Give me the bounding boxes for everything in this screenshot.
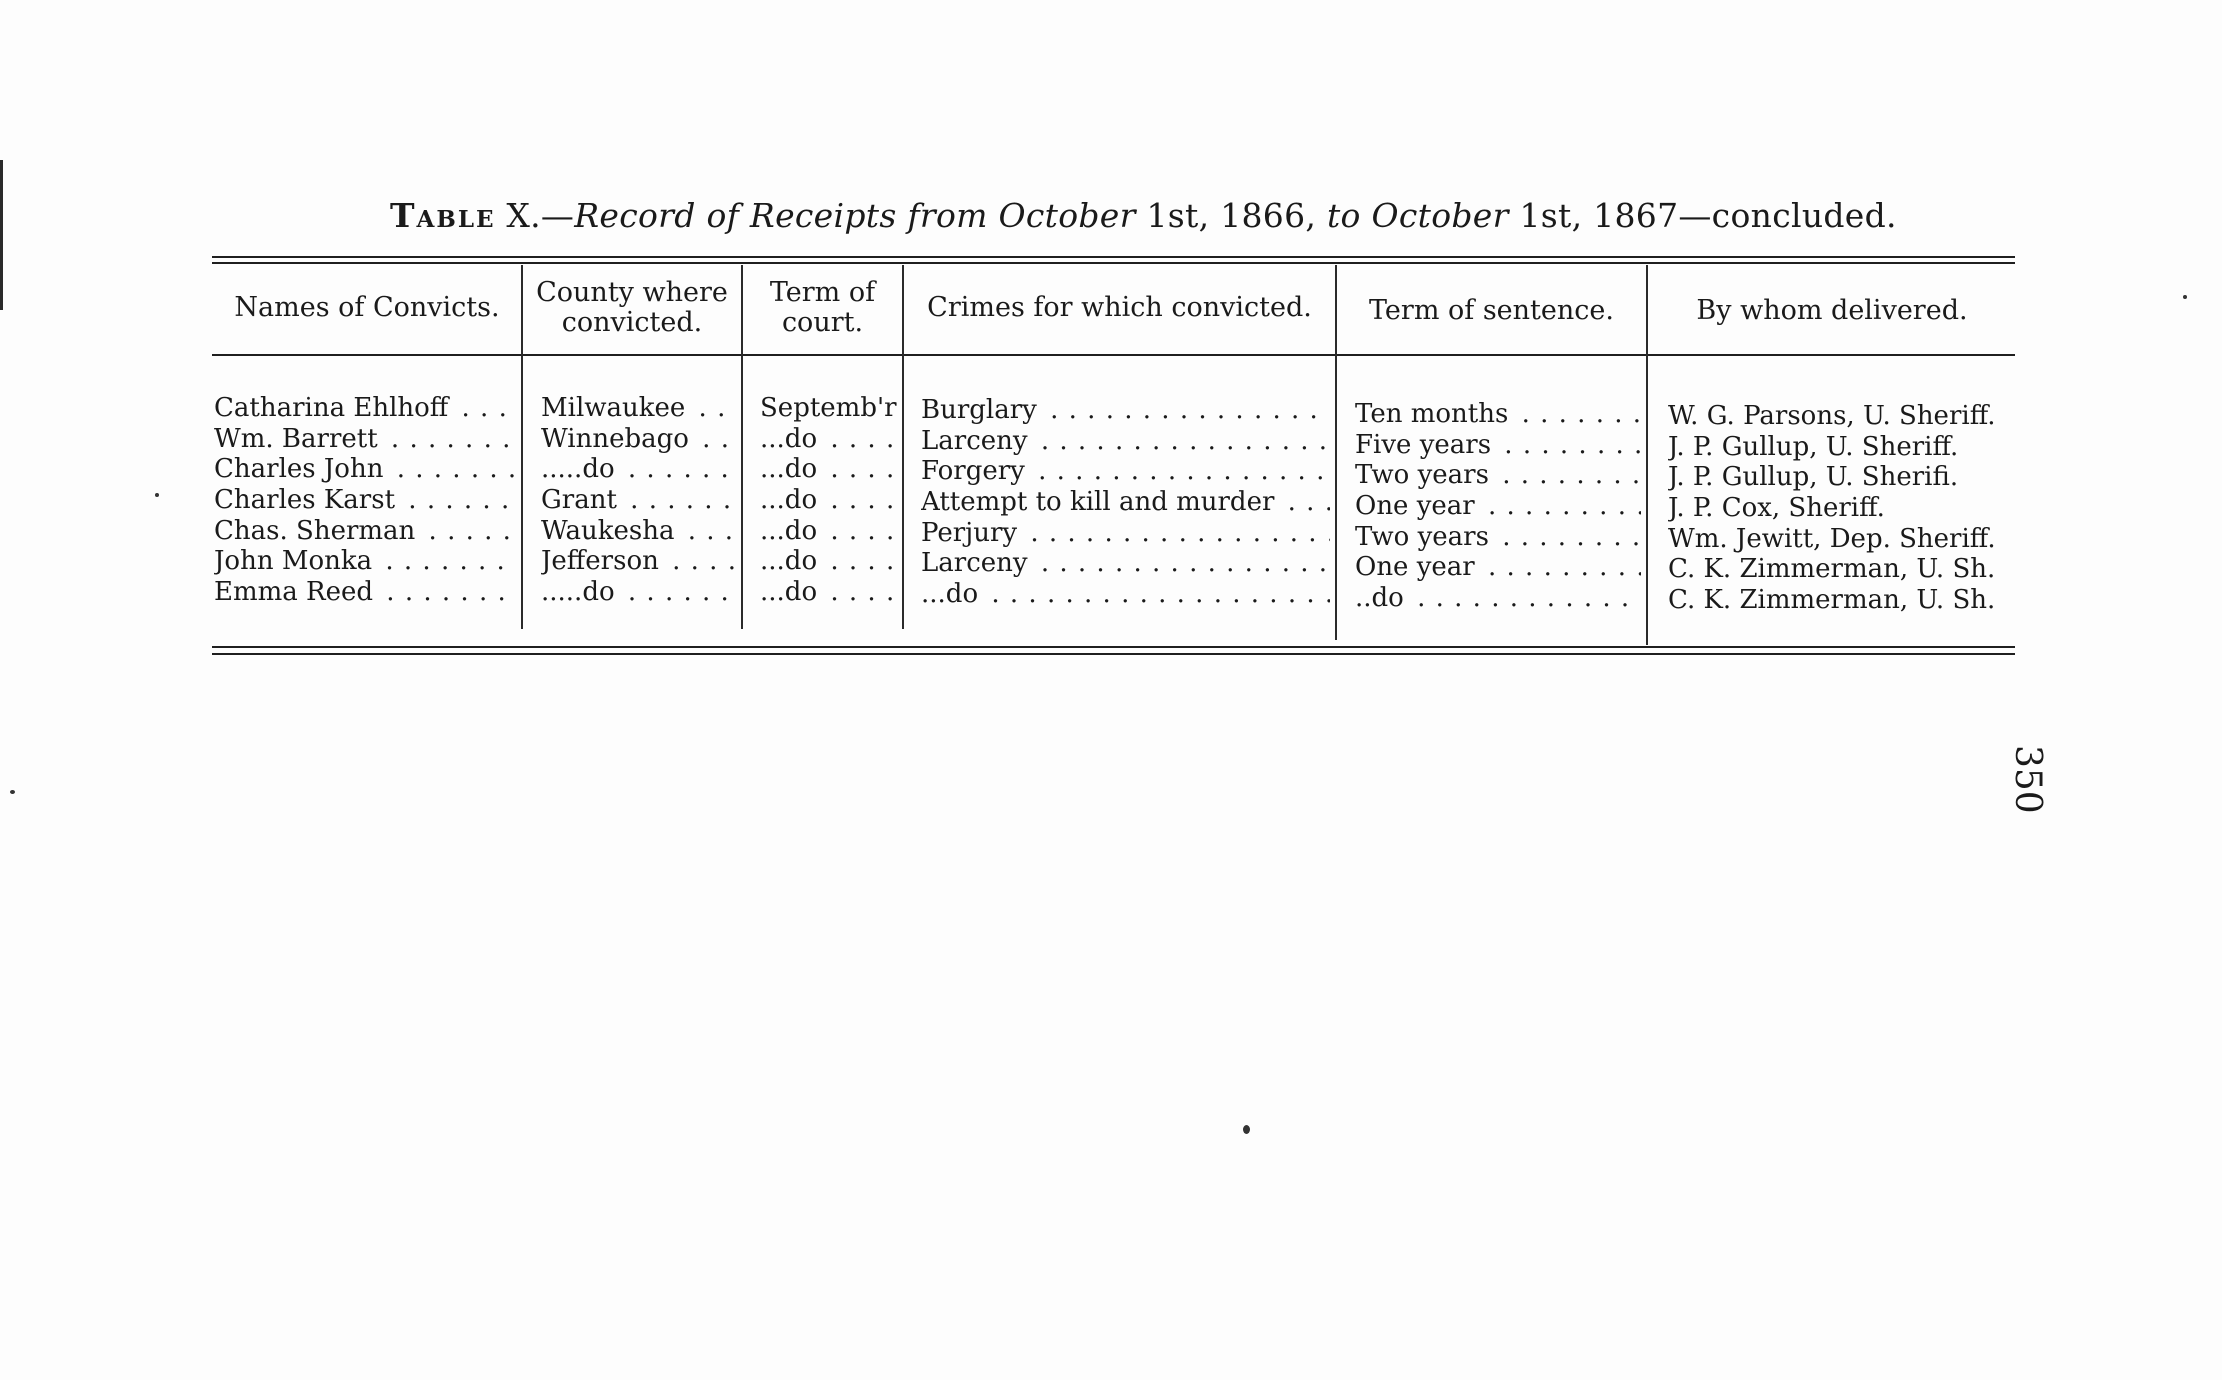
- cell-delivered-text: J. P. Gullup, U. Sherifi.: [1668, 462, 1962, 492]
- cell-term: [760, 516, 900, 547]
- cell-county-text: .....do: [541, 454, 619, 484]
- cell-crime: [921, 548, 1330, 579]
- table-top-rule-2: [212, 262, 2015, 264]
- title-part5: October: [1371, 196, 1509, 235]
- table-title: [390, 196, 1897, 235]
- cell-term-text: ...do: [760, 454, 821, 484]
- title-table-number: X.—: [506, 196, 575, 235]
- cell-county: [541, 485, 737, 516]
- cell-delivered: [1668, 432, 2013, 463]
- cell-term-text: ...do: [760, 424, 821, 454]
- table-bottom-rule-2: [212, 653, 2015, 655]
- cell-crime-text: Attempt to kill and murder: [921, 487, 1278, 517]
- cell-crime: [921, 579, 1330, 610]
- cell-county: [541, 454, 737, 485]
- cell-delivered: [1668, 462, 2013, 493]
- cell-term: [760, 546, 900, 577]
- cell-term-text: ...do: [760, 485, 821, 515]
- header-names: Names of Convicts.: [234, 292, 500, 323]
- cell-crime-text: Forgery: [921, 456, 1029, 486]
- page-number: 350: [2007, 745, 2048, 814]
- scan-speck: [10, 790, 15, 794]
- cell-name-text: Wm. Barrett: [214, 424, 382, 454]
- scan-speck: [155, 493, 159, 497]
- cell-county-text: .....do: [541, 577, 619, 607]
- cell-term: [760, 577, 900, 608]
- cell-delivered: [1668, 401, 2013, 432]
- column-divider: [741, 265, 743, 629]
- header-delivered: By whom delivered.: [1696, 295, 1968, 326]
- cell-delivered-text: W. G. Parsons, U. Sheriff.: [1668, 401, 2000, 431]
- cell-name: [214, 577, 514, 608]
- cell-name: [214, 485, 514, 516]
- cell-name: [214, 516, 514, 547]
- cell-name-text: Emma Reed: [214, 577, 377, 607]
- cell-crime: [921, 456, 1330, 487]
- cell-sentence-text: Two years: [1355, 460, 1493, 490]
- cell-sentence: [1355, 430, 1641, 461]
- title-part7: 1867—concluded.: [1593, 196, 1897, 235]
- cell-sentence: [1355, 522, 1641, 553]
- cell-county: [541, 424, 737, 455]
- cell-name-text: Charles John: [214, 454, 387, 484]
- cell-crime-text: Burglary: [921, 395, 1041, 425]
- header-term-of-court: Term of court.: [769, 277, 876, 338]
- column-divider: [902, 265, 904, 629]
- cell-delivered-text: C. K. Zimmerman, U. Sh.: [1668, 585, 1999, 615]
- cell-delivered: [1668, 524, 2013, 555]
- header-sentence: Term of sentence.: [1369, 295, 1614, 326]
- cell-name: [214, 393, 514, 424]
- cell-crime: [921, 487, 1330, 518]
- cell-term-text: Septemb'r: [760, 393, 900, 423]
- cell-delivered-text: J. P. Gullup, U. Sheriff.: [1668, 432, 1962, 462]
- cell-sentence: [1355, 460, 1641, 491]
- cell-term: [760, 485, 900, 516]
- cell-term-text: ...do: [760, 577, 821, 607]
- cell-crime: [921, 395, 1330, 426]
- cell-sentence-text: Five years: [1355, 430, 1495, 460]
- cell-crime: [921, 518, 1330, 549]
- cell-county-text: Grant: [541, 485, 621, 515]
- scan-speck: [2183, 295, 2187, 299]
- cell-term: [760, 393, 900, 424]
- scan-speck: [1243, 1125, 1250, 1134]
- cell-county: [541, 393, 737, 424]
- cell-delivered-text: C. K. Zimmerman, U. Sh.: [1668, 554, 1999, 584]
- title-table-label: Table: [390, 196, 496, 235]
- cell-sentence: [1355, 552, 1641, 583]
- cell-crime-text: Perjury: [921, 518, 1021, 548]
- cell-county: [541, 516, 737, 547]
- title-part6: 1st,: [1519, 196, 1583, 235]
- cell-sentence: [1355, 491, 1641, 522]
- cell-sentence-text: One year: [1355, 491, 1479, 521]
- column-divider: [521, 265, 523, 629]
- cell-sentence-text: One year: [1355, 552, 1479, 582]
- title-part1: Record of Receipts from October: [574, 196, 1136, 235]
- cell-name: [214, 546, 514, 577]
- cell-sentence: [1355, 583, 1641, 614]
- cell-name-text: Charles Karst: [214, 485, 399, 515]
- column-divider: [1646, 265, 1648, 645]
- column-divider: [1335, 265, 1337, 640]
- cell-sentence-text: ..do: [1355, 583, 1408, 613]
- header-bottom-rule: [212, 354, 2015, 356]
- cell-county-text: Jefferson: [541, 546, 663, 576]
- cell-name-text: Chas. Sherman: [214, 516, 419, 546]
- cell-name-text: John Monka: [214, 546, 376, 576]
- cell-sentence: [1355, 399, 1641, 430]
- cell-term-text: ...do: [760, 546, 821, 576]
- margin-rule: [0, 160, 3, 310]
- cell-name: [214, 454, 514, 485]
- cell-county-text: Milwaukee: [541, 393, 689, 423]
- cell-term: [760, 454, 900, 485]
- table-bottom-rule: [212, 646, 2015, 648]
- cell-county: [541, 577, 737, 608]
- cell-term: [760, 424, 900, 455]
- cell-county-text: Winnebago: [541, 424, 693, 454]
- cell-delivered: [1668, 554, 2013, 585]
- cell-delivered-text: Wm. Jewitt, Dep. Sheriff.: [1668, 524, 2000, 554]
- cell-crime: [921, 426, 1330, 457]
- cell-delivered-text: J. P. Cox, Sheriff.: [1668, 493, 1889, 523]
- cell-name: [214, 424, 514, 455]
- title-part4: to: [1326, 196, 1361, 235]
- cell-county-text: Waukesha: [541, 516, 678, 546]
- cell-county: [541, 546, 737, 577]
- cell-crime-text: ...do: [921, 579, 982, 609]
- cell-sentence-text: Ten months: [1355, 399, 1512, 429]
- title-part2: 1st,: [1146, 196, 1210, 235]
- table-top-rule: [212, 256, 2015, 258]
- cell-sentence-text: Two years: [1355, 522, 1493, 552]
- header-crimes: Crimes for which convicted.: [927, 292, 1312, 323]
- cell-term-text: ...do: [760, 516, 821, 546]
- cell-name-text: Catharina Ehlhoff: [214, 393, 452, 423]
- cell-crime-text: Larceny: [921, 426, 1032, 456]
- cell-delivered: [1668, 585, 2013, 616]
- title-part3: 1866,: [1220, 196, 1317, 235]
- cell-delivered: [1668, 493, 2013, 524]
- header-county: County where convicted.: [536, 277, 728, 338]
- cell-crime-text: Larceny: [921, 548, 1032, 578]
